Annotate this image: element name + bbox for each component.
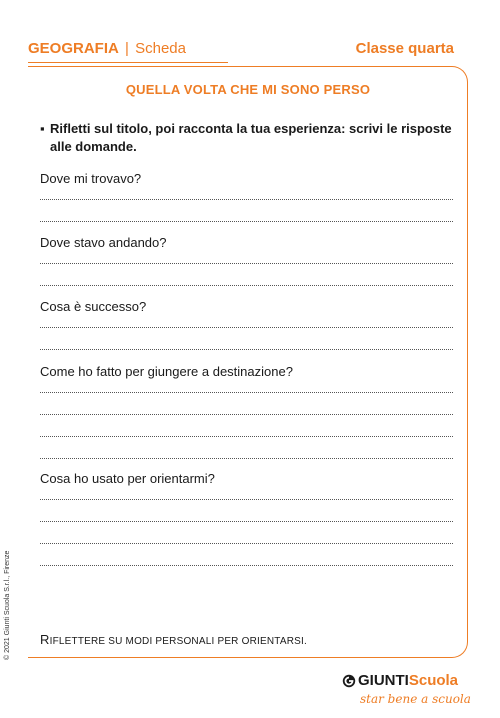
sheet-kind-label: Scheda — [135, 40, 186, 57]
answer-line[interactable] — [40, 392, 453, 393]
answer-line[interactable] — [40, 285, 453, 286]
answer-line[interactable] — [40, 221, 453, 222]
question-label: Come ho fatto per giungere a destinazione? — [40, 364, 293, 379]
publisher-logo — [338, 668, 488, 712]
answer-line[interactable] — [40, 499, 453, 500]
giunti-logo-icon — [342, 674, 356, 688]
logo-brand-bold: GIUNTI — [358, 672, 409, 689]
question-label: Cosa è successo? — [40, 299, 147, 314]
answer-line[interactable] — [40, 199, 453, 200]
objective-initial: R — [40, 632, 50, 647]
objective-text: IFLETTERE SU MODI PERSONALI PER ORIENTARSI. — [49, 636, 307, 647]
answer-line[interactable] — [40, 414, 453, 415]
question-label: Dove mi trovavo? — [40, 171, 142, 186]
subject-header — [28, 40, 186, 57]
question-label: Dove stavo andando? — [40, 235, 167, 250]
subject-label: GEOGRAFIA — [28, 40, 119, 57]
answer-line[interactable] — [40, 543, 453, 544]
answer-line[interactable] — [40, 263, 453, 264]
question-label: Cosa ho usato per orientarmi? — [40, 471, 215, 486]
instruction — [40, 120, 460, 156]
answer-line[interactable] — [40, 349, 453, 350]
worksheet-title: QUELLA VOLTA CHE MI SONO PERSO — [125, 82, 371, 97]
answer-line[interactable] — [40, 327, 453, 328]
header-underline — [28, 62, 228, 63]
answer-line[interactable] — [40, 436, 453, 437]
copyright-notice: © 2021 Giunti Scuola S.r.l., Firenze — [4, 550, 11, 660]
grade-label: Classe quarta — [355, 40, 454, 57]
logo-brand — [358, 672, 458, 689]
logo-brand-color: Scuola — [408, 672, 459, 689]
answer-line[interactable] — [40, 521, 453, 522]
bullet-icon: ▪ — [40, 121, 45, 136]
logo-tagline: star bene a scuola — [360, 692, 471, 706]
instruction-text: Rifletti sul titolo, poi racconta la tua esperienza: scrivi le risposte alle domande. — [50, 121, 452, 154]
answer-line[interactable] — [40, 458, 453, 459]
header-separator: | — [125, 40, 129, 57]
learning-objective — [40, 632, 307, 647]
answer-line[interactable] — [40, 565, 453, 566]
